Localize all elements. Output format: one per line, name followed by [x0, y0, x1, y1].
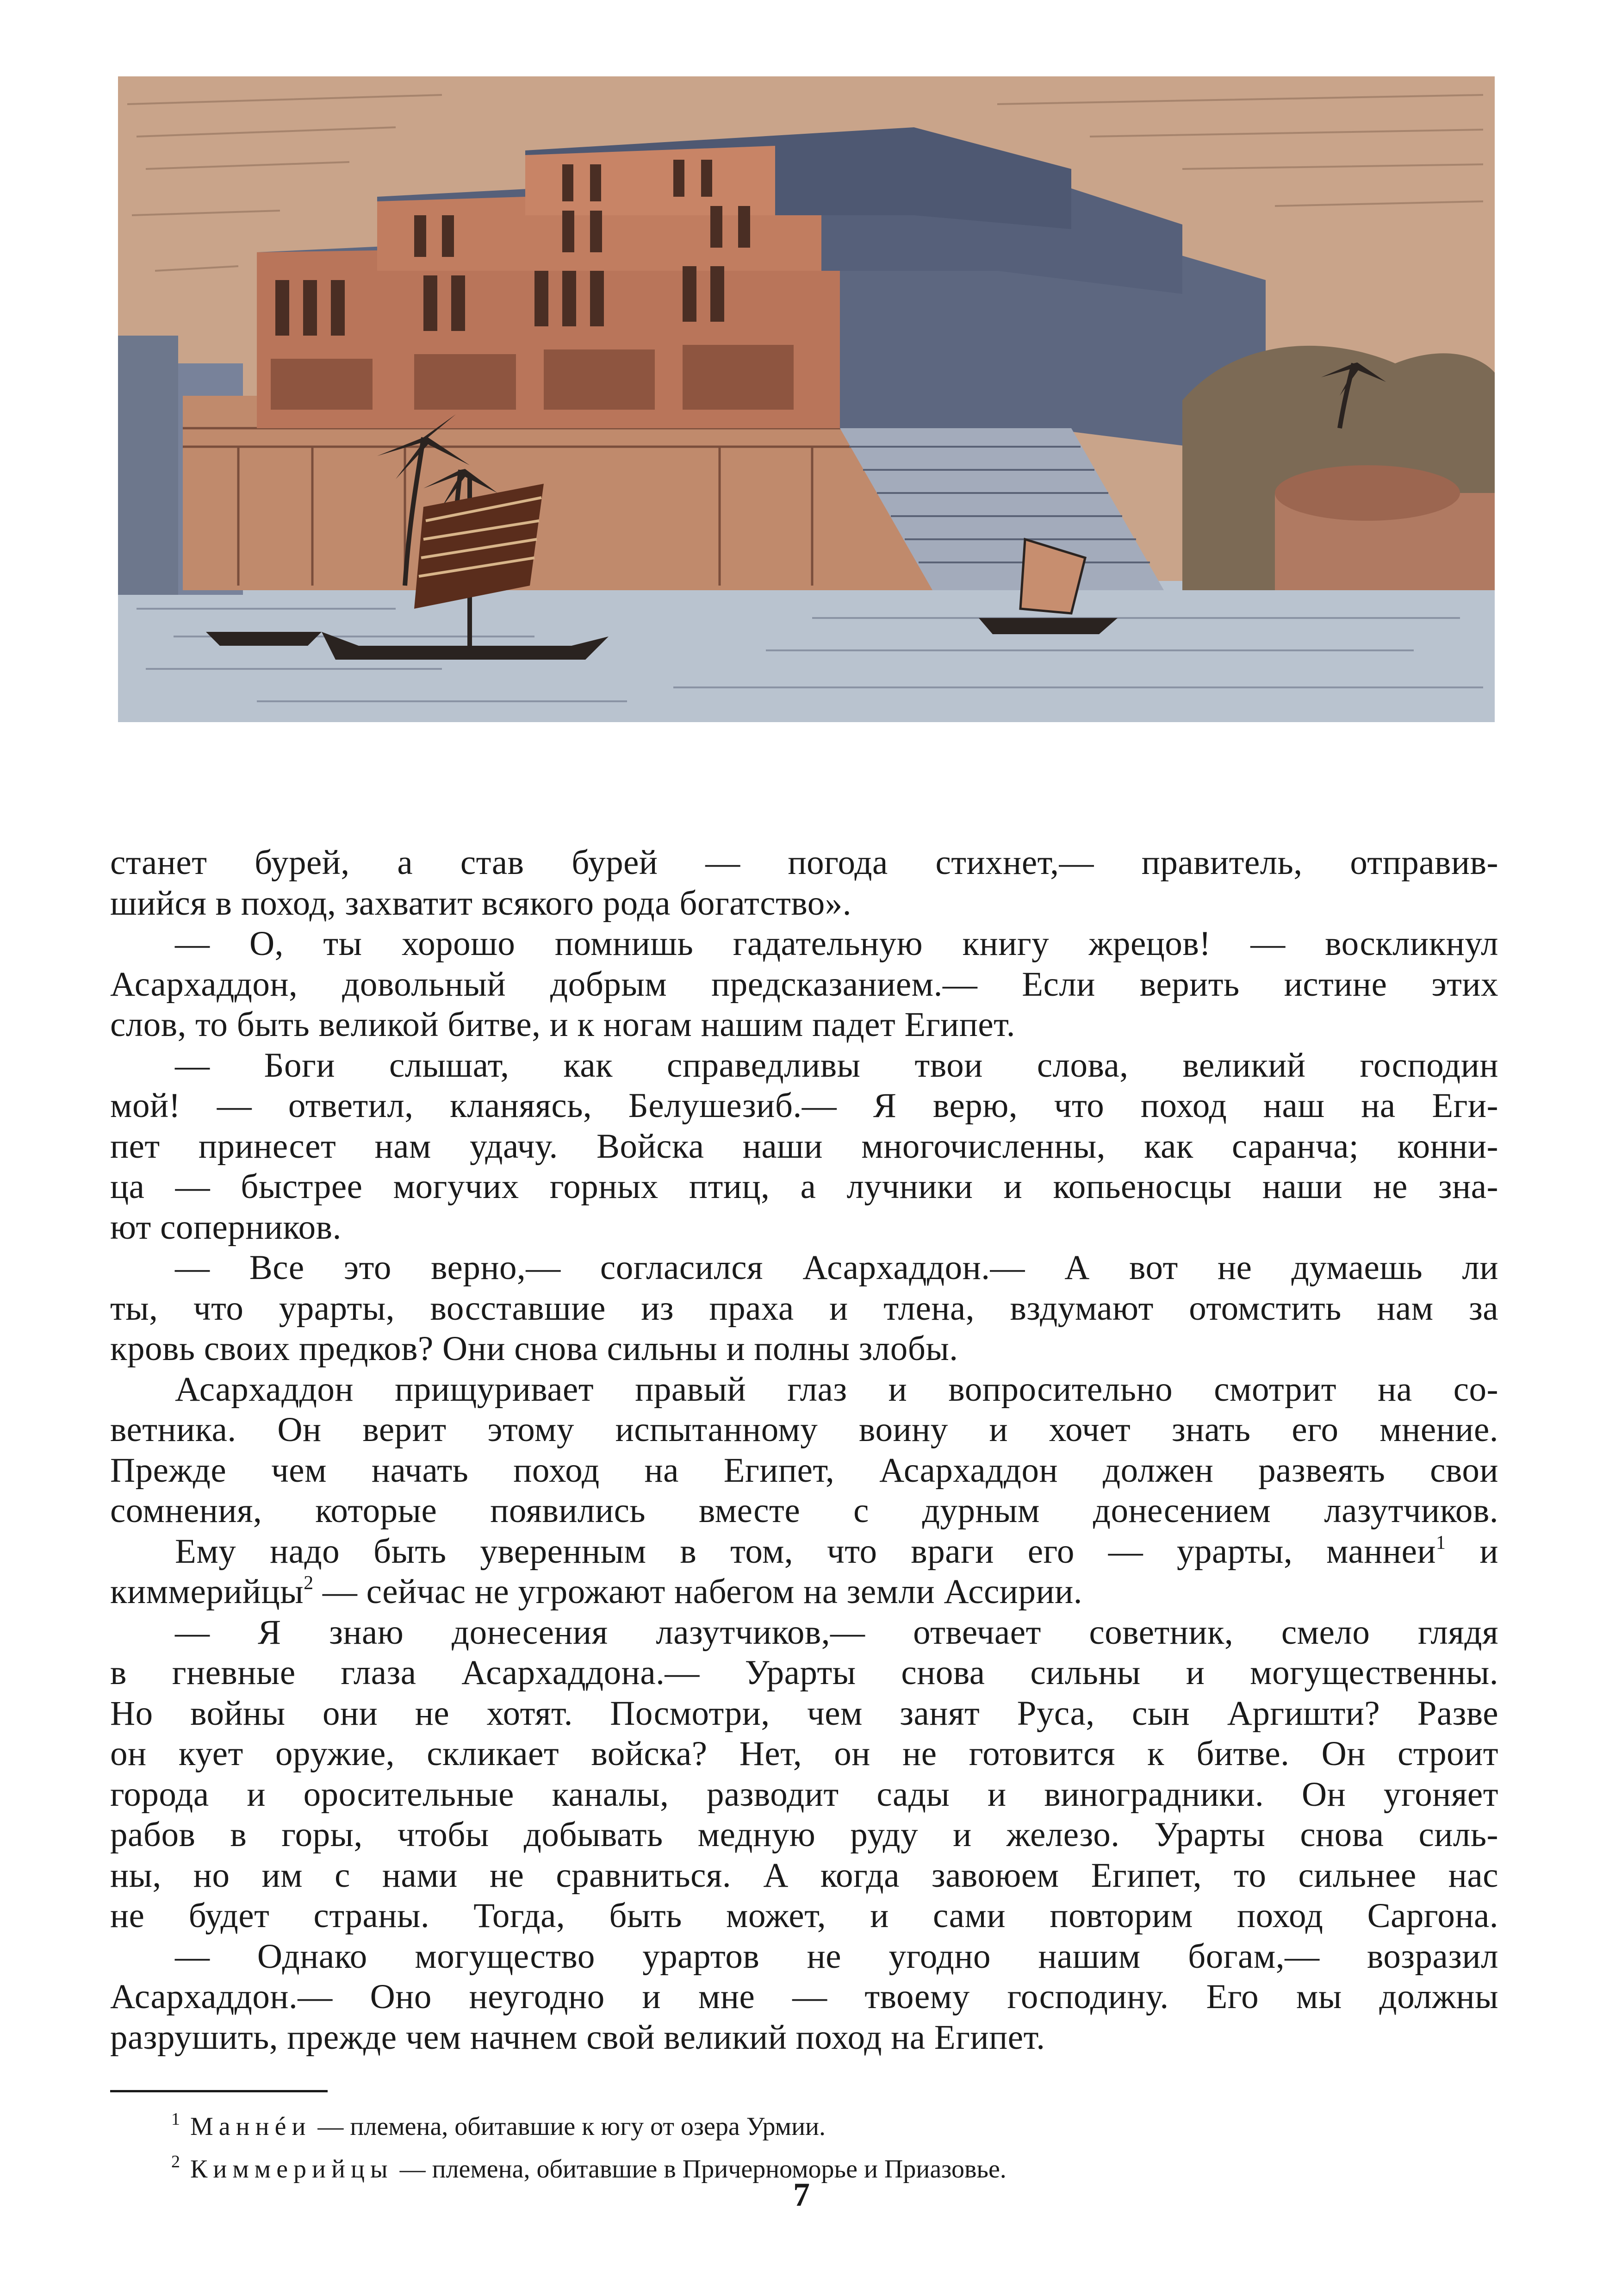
text-line: Асархаддон.— Оно неугодно и мне — твоему господину. Его мы должны [110, 1978, 1498, 2016]
text-line: Прежде чем начать поход на Египет, Асархаддон должен развеять свои [110, 1451, 1498, 1490]
text-line: Асархаддон прищуривает правый глаз и вопросительно смотрит на со- [175, 1370, 1498, 1409]
text-fragment: — сейчас не угрожают набегом на земли Ассирии. [322, 1572, 1082, 1611]
footnote-term: Маннéи [190, 2112, 311, 2141]
text-line: ца — быстрее могучих горных птиц, а лучники и копьеносцы наши не зна- [110, 1167, 1498, 1206]
text-line: пет принесет нам удачу. Войска наши многочисленны, как саранча; конни- [110, 1127, 1498, 1166]
left-tower [118, 336, 178, 595]
footnote-text: — племена, обитавшие к югу от озера Урмии. [311, 2112, 826, 2141]
text-fragment: Ему надо быть уверенным в том, что враги его — урарты, маннеи [175, 1532, 1436, 1571]
body-text [110, 842, 1498, 2058]
footnotes [171, 2102, 1007, 2187]
text-line: шийся в поход, захватит всякого рода богатство». [110, 884, 852, 923]
footnote-term: Киммерийцы [190, 2155, 393, 2184]
text-line: ветника. Он верит этому испытанному воину и хочет знать его мнение. [110, 1410, 1498, 1449]
text-line: мой! — ответил, кланяясь, Белушезиб.— Я верю, что поход наш на Еги- [110, 1086, 1498, 1125]
footnote-ref-2: 2 [304, 1572, 314, 1594]
text-line [110, 1572, 1498, 1612]
text-line: — Я знаю донесения лазутчиков,— отвечает советник, смело глядя [175, 1613, 1498, 1652]
text-line: слов, то быть великой битве, и к ногам нашим падет Египет. [110, 1005, 1016, 1044]
text-line: кровь своих предков? Они снова сильны и полны злобы. [110, 1329, 958, 1368]
text-line: ты, что урарты, восставшие из праха и тлена, вздумают отомстить нам за [110, 1289, 1498, 1328]
text-line: в гневные глаза Асархаддона.— Урарты снова сильны и могущественны. [110, 1653, 1498, 1692]
text-line: он кует оружие, скликает войска? Нет, он не готовится к битве. Он строит [110, 1734, 1498, 1773]
text-line: ют соперников. [110, 1208, 342, 1247]
text-line: — Боги слышат, как справедливы твои слова, великий господин [175, 1046, 1498, 1085]
text-line: города и оросительные каналы, разводит сады и виноградники. Он угоняет [110, 1775, 1498, 1814]
text-fragment: киммерийцы [110, 1572, 304, 1611]
text-fragment: и [1479, 1532, 1498, 1571]
text-line: Асархаддон, довольный добрым предсказанием.— Если верить истине этих [110, 965, 1498, 1004]
right-dome [1275, 465, 1460, 521]
text-line: станет бурей, а став бурей — погода стихнет,— правитель, отправив- [110, 843, 1498, 882]
footnote-rule [110, 2090, 328, 2092]
text-line: разрушить, прежде чем начнем свой великий поход на Египет. [110, 2018, 1045, 2057]
text-line: Но войны они не хотят. Посмотри, чем занят Руса, сын Аргишти? Разве [110, 1694, 1498, 1733]
footnote-ref-1: 1 [1436, 1532, 1446, 1554]
palace-illustration [118, 76, 1495, 722]
text-line: рабов в горы, чтобы добывать медную руду и железо. Урарты снова силь- [110, 1816, 1498, 1854]
footnote-1 [171, 2102, 1007, 2144]
rowboat [206, 632, 322, 646]
page-number: 7 [793, 2176, 810, 2213]
text-line: сомнения, которые появились вместе с дурным донесением лазутчиков. [110, 1491, 1498, 1530]
text-line: ны, но им с нами не сравниться. А когда завоюем Египет, то сильнее нас [110, 1856, 1498, 1895]
text-line: — О, ты хорошо помнишь гадательную книгу жрецов! — воскликнул [175, 924, 1498, 963]
text-line: — Однако могущество урартов не угодно нашим богам,— возразил [175, 1937, 1498, 1976]
footnote-mark: 1 [171, 2109, 180, 2129]
footnote-mark: 2 [171, 2152, 180, 2171]
footnote-text: — племена, обитавшие в Причерноморье и Приазовье. [393, 2155, 1007, 2184]
text-line [110, 1531, 1498, 1572]
palace-illustration-drawing [118, 76, 1495, 722]
text-line: — Все это верно,— согласился Асархаддон.— А вот не думаешь ли [175, 1248, 1498, 1287]
text-line: не будет страны. Тогда, быть может, и сами повторим поход Саргона. [110, 1897, 1498, 1935]
